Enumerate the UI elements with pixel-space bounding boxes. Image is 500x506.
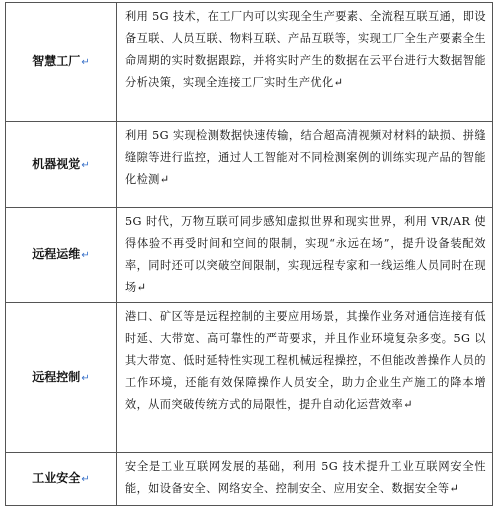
row-description: 港口、矿区等是远程控制的主要应用场景，其操作业务对通信连接有低时延、大带宽、高可靠性的严苛要求，并且作业环境复杂多变。5G 以其大带宽、低时延特性实现工程机械远程操控，不但能改善操作人员的工作环境，还能有效保障操作人员安全，助力企业生产施工的降本增效，从而突破传统方式的局限性，提升自动化运营效率↵ [117,303,493,453]
row-label-cell [6,303,117,453]
row-label: 远程控制 [32,369,81,384]
table-row [6,122,493,208]
paragraph-mark-icon: ↵ [81,474,90,485]
table-row [6,208,493,303]
table-row [6,303,493,453]
row-description: 5G 时代，万物互联可同步感知虚拟世界和现实世界，利用 VR/AR 使得体验不再受时间和空间的限制，实现“永远在场”，提升设备装配效率，同时还可以突破空间限制，实现远程专家和一线运维人员同时在现场↵ [117,208,493,303]
application-table [5,2,493,506]
row-label: 远程运维 [32,247,81,261]
table-row [6,3,493,122]
row-description: 安全是工业互联网发展的基础，利用 5G 技术提升工业互联网安全性能，如设备安全、网络安全、控制安全、应用安全、数据安全等↵ [117,453,493,506]
paragraph-mark-icon: ↵ [81,159,90,171]
row-description: 利用 5G 技术，在工厂内可以实现全生产要素、全流程互联互通，即设备互联、人员互联、物料互联、产品互联等，实现工厂全生产要素全生命周期的实时数据跟踪，并将实时产生的数据在云平台进行大数据智能分析决策，实现全连接工厂实时生产优化↵ [117,3,493,122]
row-label: 机器视觉 [32,156,81,171]
row-label-cell [6,3,117,122]
paragraph-mark-icon: ↵ [81,250,90,261]
table-row [6,453,493,506]
row-label-cell [6,122,117,208]
row-label-cell [6,208,117,303]
row-label-cell [6,453,117,506]
row-label: 智慧工厂 [32,54,81,68]
paragraph-mark-icon: ↵ [81,372,90,384]
row-label: 工业安全 [32,471,81,485]
row-description: 利用 5G 实现检测数据快速传输，结合超高清视频对材料的缺损、拼缝缝隙等进行监控，通过人工智能对不同检测案例的训练实现产品的智能化检测↵ [117,122,493,208]
paragraph-mark-icon: ↵ [81,57,90,68]
